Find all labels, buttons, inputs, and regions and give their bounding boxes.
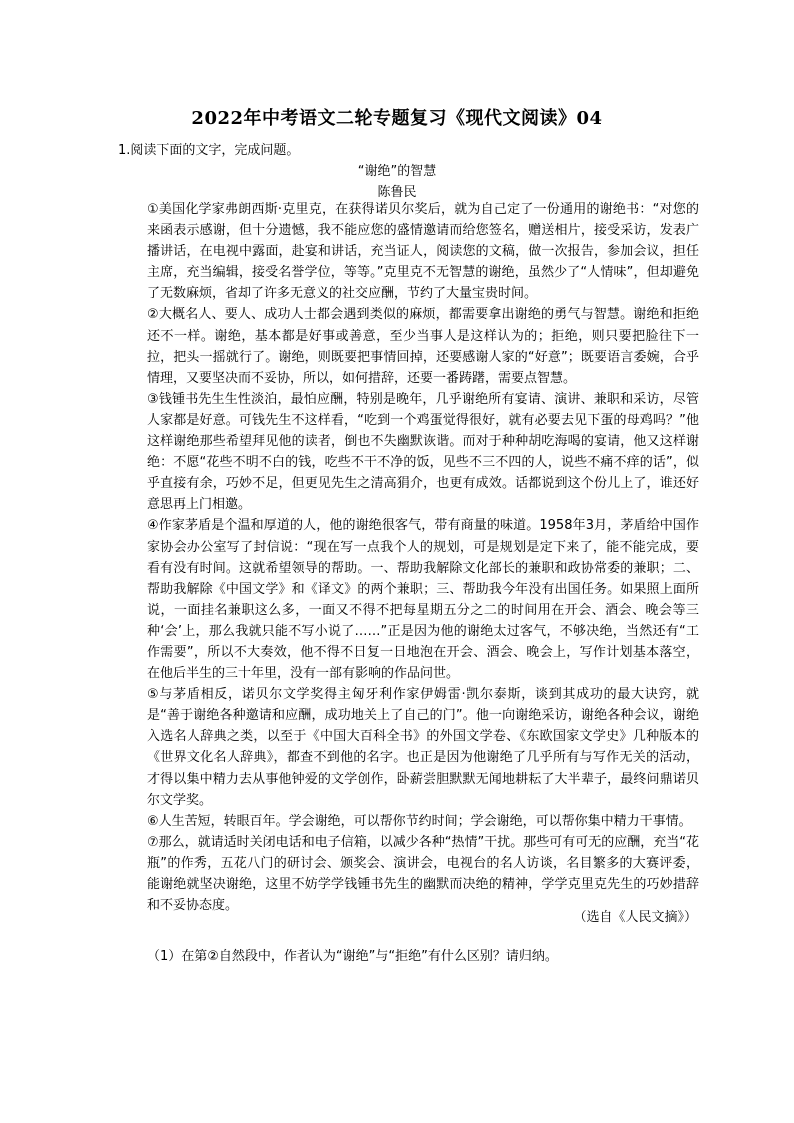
article-body	[147, 199, 699, 916]
paragraph-7: ⑦那么，就请适时关闭电话和电子信箱，以减少各种“热情”干扰。那些可有可无的应酬，充当“花瓶”的作秀，五花八门的研讨会、颁奖会、演讲会，电视台的名人访谈，名目繁多的大赛评委，能谢绝就坚决谢绝，这里不妨学学钱锺书先生的幽默而决绝的精神，学学克里克先生的巧妙措辞和不妥协态度。	[147, 834, 699, 914]
article-author: 陈鲁民	[377, 185, 417, 200]
article-source: （选自《人民文摘》）	[573, 910, 697, 925]
question-1: （1）在第②自然段中，作者认为“谢绝”与“拒绝”有什么区别？请归纳。	[147, 949, 558, 964]
paragraph-5: ⑤与茅盾相反，诺贝尔文学奖得主匈牙利作家伊姆雷·凯尔泰斯，谈到其成功的最大诀窍，就是“善于谢绝各种邀请和应酬，成功地关上了自己的门”。他一向谢绝采访，谢绝各种会议，谢绝入选名人辞典之类，以至于《中国大百科全书》的外国文学卷、《东欧国家文学史》几种版本的《世界文化名人辞典》，都查不到他的名字。也正是因为他谢绝了几乎所有与写作无关的活动，才得以集中精力去从事他钟爱的文学创作，卧薪尝胆默默无闻地耕耘了大半辈子，最终问鼎诺贝尔文学奖。	[147, 687, 699, 808]
paragraph-3: ③钱锺书先生生性淡泊，最怕应酬，特别是晚年，几乎谢绝所有宴请、演讲、兼职和采访，尽管人家都是好意。可钱先生不这样看，“吃到一个鸡蛋觉得很好，就有必要去见下蛋的母鸡吗？”他这样谢绝那些希望拜见他的读者，倒也不失幽默诙谐。而对于种种胡吃海喝的宴请，他又这样谢绝：不愿“花些不明不白的钱，吃些不干不净的饭，见些不三不四的人，说些不痛不痒的话”，似乎直接有余，巧妙不足，但更见先生之清高狷介，也更有成效。话都说到这个份儿上了，谁还好意思再上门相邀。	[147, 391, 699, 513]
article-title: “谢绝”的智慧	[357, 164, 437, 179]
paragraph-6: ⑥人生苦短，转眼百年。学会谢绝，可以帮你节约时间；学会谢绝，可以帮你集中精力干事情。	[147, 813, 692, 829]
paragraph-4: ④作家茅盾是个温和厚道的人，他的谢绝很客气，带有商量的味道。1958年3月，茅盾给中国作家协会办公室写了封信说：“现在写一点我个人的规划，可是规划是定下来了，能不能完成，要看有没有时间。这就希望领导的帮助。一、帮助我解除文化部长的兼职和政协常委的兼职；二、帮助我解除《中国文学》和《译文》的两个兼职；三、帮助我今年没有出国任务。如果照上面所说，一面挂名兼职这么多，一面又不得不把每星期五分之二的时间用在开会、酒会、晚会等三种‘会’上，那么我就只能不写小说了……”正是因为他的谢绝太过客气，不够决绝，当然还有“工作需要”，所以不大奏效，他不得不日复一日地泡在开会、酒会、晚会上，写作计划基本落空，在他后半生的三十年里，没有一部有影响的作品问世。	[147, 518, 699, 682]
paragraph-2: ②大概名人、要人、成功人士都会遇到类似的麻烦，都需要拿出谢绝的勇气与智慧。谢绝和拒绝还不一样。谢绝，基本都是好事或善意，至少当事人是这样认为的；拒绝，则只要把脸往下一拉，把头一摇就行了。谢绝，则既要把事情回掉，还要感谢人家的“好意”；既要语言委婉，合乎情理，又要坚决而不妥协，所以，如何措辞，还要一番踌躇，需要点智慧。	[147, 307, 699, 386]
question-intro: 1.阅读下面的文字，完成问题。	[118, 143, 300, 158]
paragraph-1: ①美国化学家弗朗西斯·克里克，在获得诺贝尔奖后，就为自己定了一份通用的谢绝书：“对您的来函表示感谢，但十分遗憾，我不能应您的盛情邀请而给您签名，赠送相片，接受采访，发表广播讲话，在电视中露面，赴宴和讲话，充当证人，阅读您的文稿，做一次报告，参加会议，担任主席，充当编辑，接受名誉学位，等等。”克里克不无智慧的谢绝，虽然少了“人情味”，但却避免了无数麻烦，省却了许多无意义的社交应酬，节约了大量宝贵时间。	[147, 202, 699, 302]
document-title: 2022年中考语文二轮专题复习《现代文阅读》04	[191, 108, 603, 129]
